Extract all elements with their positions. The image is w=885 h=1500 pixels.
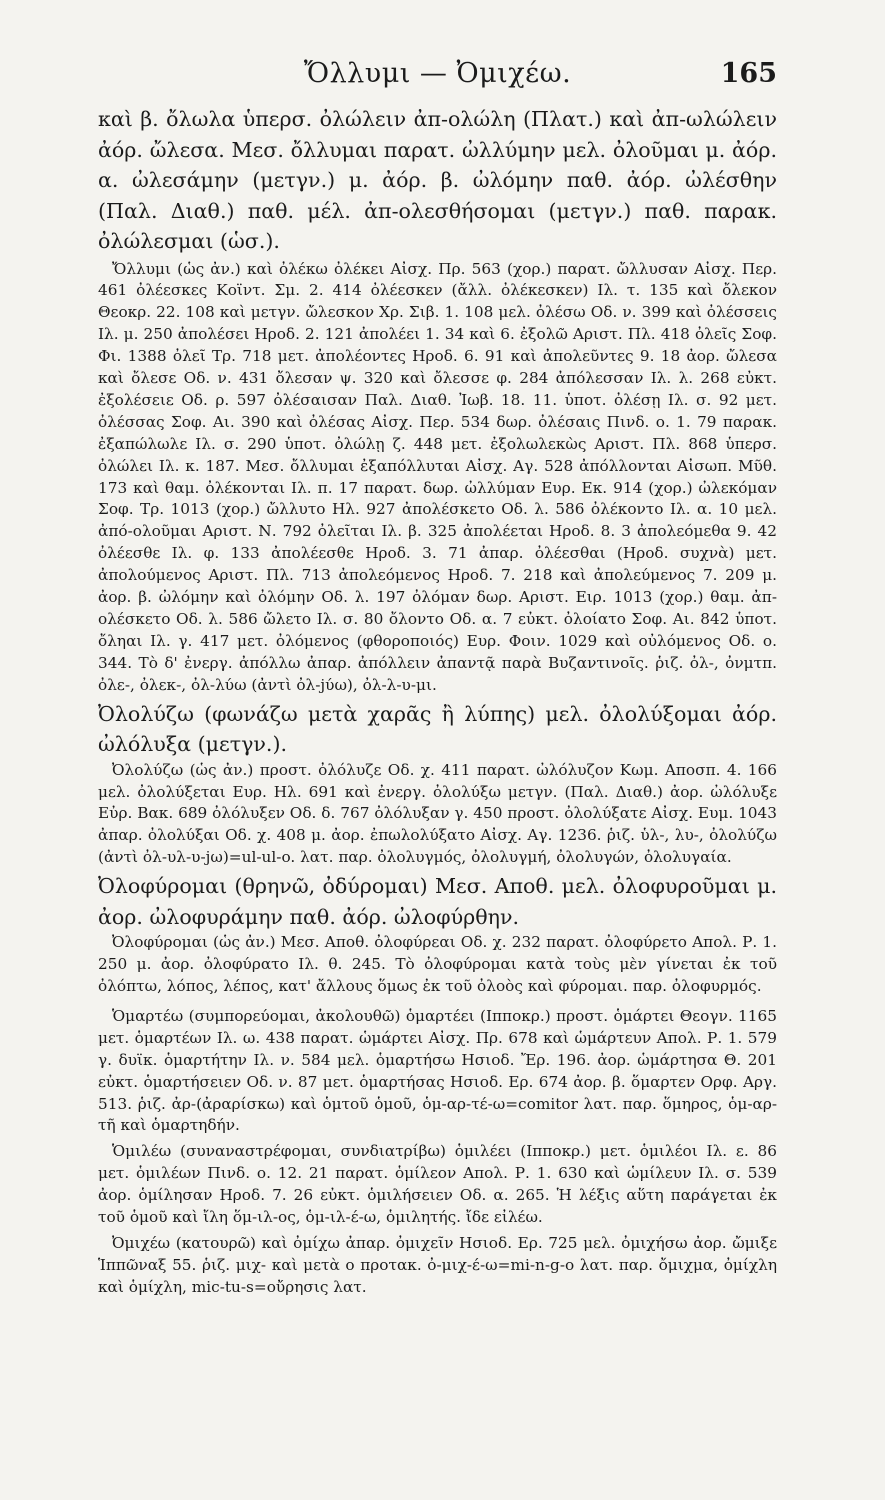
entry-ollymi-body: Ὄλλυμι (ὡς ἀν.) καὶ ὀλέκω ὀλέκει Αἰσχ. Πρ. 563 (χορ.) παρατ. ὤλλυσαν Αἰσχ. Περ. 461 ὀλέεσκες Κοϊντ. Σμ. 2. 414 ὀλέεσκεν (ἄλλ. ὀλέκεσκεν) Ιλ. τ. 135 καὶ ὄλεκον Θεοκρ. 22. 108 καὶ μετγν. ὤλεσκον Χρ. Σιβ. 1. 108 μελ. ὀλέσω Οδ. ν. 399 καὶ ὀλέσσεις Ιλ. μ. 250 ἀπολέσει Ηροδ. 2. 121 ἀπολέει 1. 34 καὶ 6. ἐξολῶ Αριστ. Πλ. 418 ὀλεῖς Σοφ. Φι. 1388 ὀλεῖ Τρ. 718 μετ. ἀπολέοντες Ηροδ. 6. 91 καὶ ἀπολεῦντες 9. 18 ἀορ. ὤλεσα καὶ ὄλεσε Οδ. ν. 431 ὄλεσαν ψ. 320 καὶ ὄλεσσε φ. 284 ἀπόλεσσαν Ιλ. λ. 268 εὐκτ. ἐξολέσειε Οδ. ρ. 597 ὀλέσαισαν Παλ. Διαθ. Ἰωβ. 18. 11. ὑποτ. ὀλέσῃ Ιλ. σ. 92 μετ. ὀλέσσας Σοφ. Αι. 390 καὶ ὀλέσας Αἰσχ. Περ. 534 δωρ. ὀλέσαις Πινδ. ο. 1. 79 παρακ. ἐξαπώλωλε Ιλ. σ. 290 ὑποτ. ὀλώλῃ ζ. 448 μετ. ἐξολωλεκὼς Αριστ. Πλ. 868 ὑπερσ. ὀλώλει Ιλ. κ. 187. Μεσ. ὄλλυμαι ἐξαπόλλυται Αἰσχ. Αγ. 528 ἀπόλλονται Αἰσωπ. Μῦθ. 173 καὶ θαμ. ὀλέκονται Ιλ. π. 17 παρατ. δωρ. ὠλλύμαν Ευρ. Εκ. 914 (χορ.) ὠλεκόμαν Σοφ. Τρ. 1013 (χορ.) ὤλλυτο Ηλ. 927 ἀπολέσκετο Οδ. λ. 586 ὀλέκοντο Ιλ. α. 10 μελ. ἀπό-ολοῦμαι Αριστ. Ν. 792 ὀλεῖται Ιλ. β. 325 ἀπολέεται Ηροδ. 8. 3 ἀπολεόμεθα 9. 42 ὀλέεσθε Ιλ. φ. 133 ἀπολέεσθε Ηροδ. 3. 71 ἀπαρ. ὀλέεσθαι (Ηροδ. συχνὰ) μετ. ἀπολούμενος Αριστ. Πλ. 713 ἀπολεόμενος Ηροδ. 7. 218 καὶ ἀπολεύμενος 7. 209 μ. ἀορ. β. ὠλόμην καὶ ὀλόμην Οδ. λ. 197 ὀλόμαν δωρ. Αριστ. Eιρ. 1013 (χορ.) θαμ. ἀπ-ολέσκετο Οδ. λ. 586 ὤλετο Ιλ. σ. 80 ὄλοντο Οδ. α. 7 εὐκτ. ὀλοίατο Σοφ. Αι. 842 ὑποτ. ὄληαι Ιλ. γ. 417 μετ. ὀλόμενος (φθοροποιός) Ευρ. Φοιν. 1029 καὶ οὐλόμενος Οδ. ο. 344. Τὸ δ' ἐνεργ. ἀπόλλω ἀπαρ. ἀπόλλειν ἀπαντᾷ παρὰ Βυζαντινοῖς. ῥιζ. ὀλ-, ὀνμτπ. ὀλε-, ὀλεκ-, ὀλ-λύω (ἀντὶ ὀλ-jύω), ὀλ-λ-υ-μι. <box>98 259 777 694</box>
entry-ololyzo-lemma: Ὀλολύζω (φωνάζω μετὰ χαρᾶς ἢ λύπης) μελ. ὀλολύξομαι ἀόρ. ὠλόλυξα (μετγν.). <box>98 701 777 757</box>
entry-olophyromai-lemma: Ὀλοφύρομαι (θρηνῶ, ὀδύρομαι) Μεσ. Αποθ. μελ. ὀλοφυροῦμαι μ. ἀορ. ὠλοφυράμην παθ. ἀόρ. ὠλοφύρθην. <box>98 874 777 929</box>
running-head: Ὄλλυμι — Ὀμιχέω. <box>303 58 572 89</box>
page-number: 165 <box>720 58 777 89</box>
entry-omileo-body: Ὁμιλέω (συναναστρέφομαι, συνδιατρίβω) ὁμιλέει (Ιπποκρ.) μετ. ὁμιλέοι Ιλ. ε. 86 μετ. ὁμιλέων Πινδ. ο. 12. 21 παρατ. ὁμίλεον Απολ. Ρ. 1. 630 καὶ ὡμίλευν Ιλ. σ. 539 ἀορ. ὁμίλησαν Ηροδ. 7. 26 εὐκτ. ὁμιλήσειεν Οδ. α. 265. Ἡ λέξις αὕτη παράγεται ἐκ τοῦ ὁμοῦ καὶ ἴλη ὅμ-ιλ-ος, ὁμ-ιλ-έ-ω, ὁμιλητής. ἴδε εἰλέω. <box>98 1142 777 1227</box>
entry-ollymi-forms: καὶ β. ὄλωλα ὑπερσ. ὀλώλειν ἀπ-ολώλη (Πλατ.) καὶ ἀπ-ωλώλειν ἀόρ. ὤλεσα. Μεσ. ὄλλυμαι παρατ. ὠλλύμην μελ. ὀλοῦμαι μ. ἀόρ. α. ὠλεσάμην (μετγν.) μ. ἀόρ. β. ὠλόμην παθ. ἀόρ. ὠλέσθην (Παλ. Διαθ.) παθ. μέλ. ἀπ-ολεσθήσομαι (μετγν.) παθ. παρακ. ὀλώλεσμαι (ὡσ.). <box>98 107 777 253</box>
entry-olophyromai-body: Ὀλοφύρομαι (ὡς ἀν.) Μεσ. Αποθ. ὀλοφύρεαι Οδ. χ. 232 παρατ. ὀλοφύρετο Απολ. Ρ. 1. 250 μ. ἀορ. ὀλοφύρατο Ιλ. θ. 245. Τὸ ὀλοφύρομαι κατὰ τοὺς μὲν γίνεται ἐκ τοῦ ὀλόπτω, λόπος, λέπος, κατ' ἄλλους ὅμως ἐκ τοῦ ὀλοὸς καὶ φύρομαι. παρ. ὀλοφυρμός. <box>98 933 777 995</box>
page-header <box>98 58 777 104</box>
entry-omarteo-body: Ὁμαρτέω (συμπορεύομαι, ἀκολουθῶ) ὁμαρτέει (Ιπποκρ.) προστ. ὁμάρτει Θεογν. 1165 μετ. ὁμαρτέων Ιλ. ω. 438 παρατ. ὡμάρτει Αἰσχ. Πρ. 678 καὶ ὡμάρτευν Απολ. Ρ. 1. 579 γ. δυϊκ. ὁμαρτήτην Ιλ. ν. 584 μελ. ὁμαρτήσω Ησιοδ. Ἔρ. 196. ἀορ. ὡμάρτησα Θ. 201 εὐκτ. ὁμαρτήσειεν Οδ. ν. 87 μετ. ὁμαρτήσας Ησιοδ. Eρ. 674 ἀορ. β. ὅμαρτεν Ορφ. Αργ. 513. ῥιζ. ἀρ-(ἀραρίσκω) καὶ ὁμτοῦ ὁμοῦ, ὁμ-αρ-τέ-ω=comitor λατ. παρ. ὅμηρος, ὁμ-αρ-τῆ καὶ ὁμαρτηδήν. <box>98 1006 777 1135</box>
entry-omicheo-body: Ὀμιχέω (κατουρῶ) καὶ ὀμίχω ἀπαρ. ὀμιχεῖν Ησιοδ. Ερ. 725 μελ. ὀμιχήσω ἀορ. ὤμιξε Ἱππῶναξ 55. ῥιζ. μιχ- καὶ μετὰ ο προτακ. ὀ-μιχ-έ-ω=mi-n-g-o λατ. παρ. ὄμιχμα, ὀμίχλη καὶ ὁμίχλη, mic-tu-s=οὔρησις λατ. <box>98 1233 777 1296</box>
entry-ololyzo-body: Ὀλολύζω (ὡς ἀν.) προστ. ὀλόλυζε Οδ. χ. 411 παρατ. ὠλόλυζον Κωμ. Αποσπ. 4. 166 μελ. ὀλολύξεται Ευρ. Ηλ. 691 καὶ ἐνεργ. ὀλολύξω μετγν. (Παλ. Διαθ.) ἀορ. ὠλόλυξε Εὐρ. Βακ. 689 ὀλόλυξεν Οδ. δ. 767 ὀλόλυξαν γ. 450 προστ. ὀλολύξατε Αἰσχ. Ευμ. 1043 ἀπαρ. ὀλολύξαι Οδ. χ. 408 μ. ἀορ. ἐπωλολύξατο Αἰσχ. Αγ. 1236. ῥιζ. ὑλ-, λυ-, ὀλολύζω (ἀντὶ ὀλ-υλ-υ-jω)=ul-ul-o. λατ. παρ. ὀλολυγμός, ὀλολυγμή, ὀλολυγών, ὀλολυγαία. <box>98 760 777 867</box>
